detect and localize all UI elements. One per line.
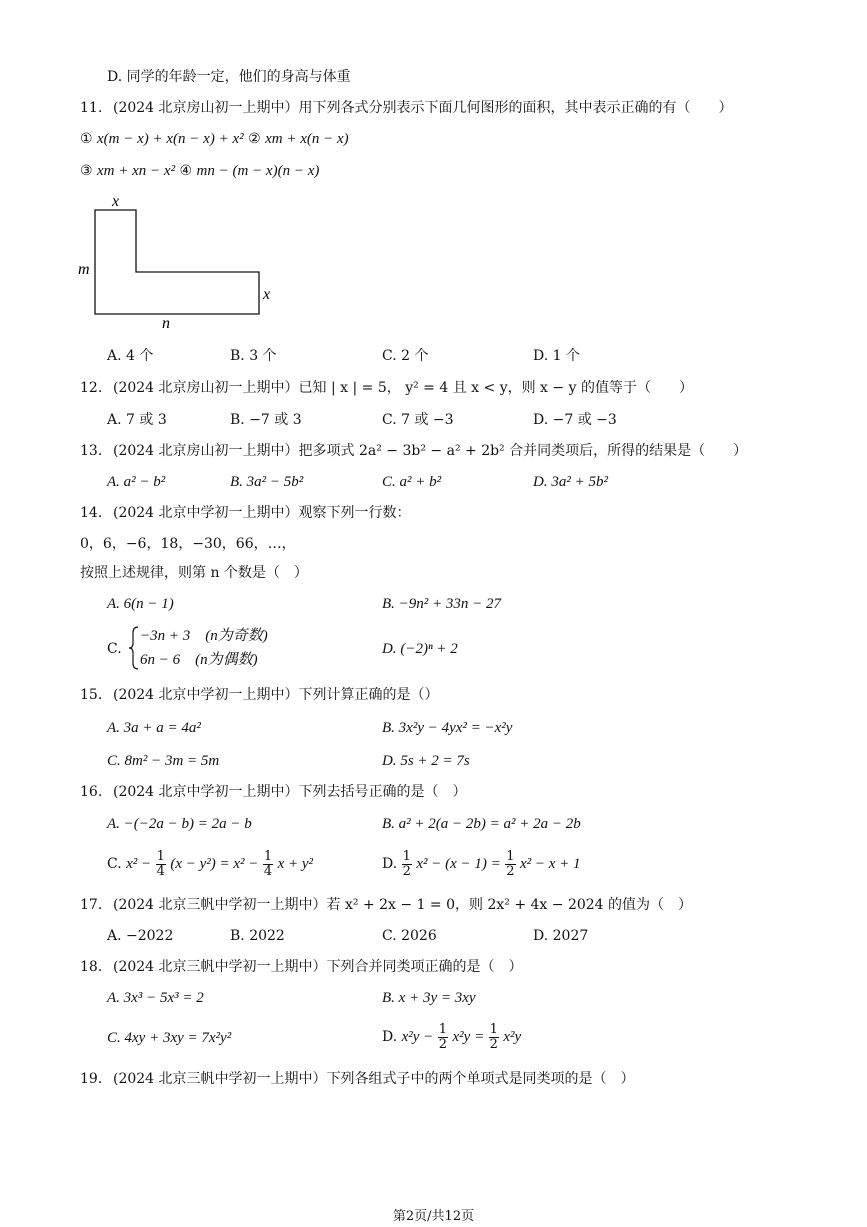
q18-number: 18. — [80, 959, 103, 975]
q15-option-b: B. 3x²y − 4yx² = −x²y — [382, 720, 513, 736]
q13-option-c: C. a² + b² — [382, 474, 442, 490]
q11-number: 11. — [80, 100, 103, 116]
q18-option-d-fraction2: $\frac{1}{2}$ — [489, 1021, 498, 1052]
q18-option-c: C. 4xy + 3xy = 7x²y² — [107, 1030, 232, 1046]
q14-option-c-label: C. — [107, 641, 122, 657]
q11-expression-2: xm + x(n − x) — [265, 131, 349, 147]
q16-option-c-fraction1: $\frac{1}{4}$ — [156, 848, 165, 879]
q18-option-d-fraction1: $\frac{1}{2}$ — [438, 1021, 448, 1052]
q19-number: 19. — [80, 1071, 103, 1087]
q16-number: 16. — [80, 784, 103, 800]
q15-option-a: A. 3a + a = 4a² — [107, 720, 201, 736]
page-footer: 第2页/共12页 — [392, 1209, 475, 1224]
figure-label-top: x — [112, 193, 120, 210]
q12-stem: (2024 北京房山初一上期中）已知 | x | = 5， y² = 4 且 x < y，则 x − y 的值等于（ ） — [113, 380, 693, 396]
q18-option-d — [382, 1021, 521, 1053]
q16-option-c-fraction2: $\frac{1}{4}$ — [263, 848, 273, 879]
q17-number: 17. — [80, 897, 103, 913]
q16-option-a: A. −(−2a − b) = 2a − b — [107, 816, 252, 832]
q16-option-c — [107, 848, 313, 880]
q18-option-d-part1: x²y − — [401, 1029, 434, 1045]
figure-label-right: x — [263, 286, 271, 303]
q16-option-d — [382, 848, 581, 880]
q18-option-d-part2: x²y = — [452, 1029, 485, 1045]
q17-option-b: B. 2022 — [230, 928, 285, 944]
q15-stem: (2024 北京中学初一上期中）下列计算正确的是（） — [113, 687, 439, 703]
q14-question: 按照上述规律，则第 n 个数是（ ） — [80, 565, 308, 581]
q17-option-d: D. 2027 — [533, 928, 589, 944]
q14-option-c-case2: 6n − 6 (n为偶数) — [140, 652, 258, 668]
q16-option-d-part2: x² − x + 1 — [519, 856, 581, 872]
q16-option-d-label: D. — [382, 856, 398, 872]
q15-option-d: D. 5s + 2 = 7s — [382, 753, 470, 769]
q11-expression-4: mn − (m − x)(n − x) — [196, 163, 320, 179]
q16-option-b: B. a² + 2(a − 2b) = a² + 2a − 2b — [382, 816, 581, 832]
q14-option-c-case1: −3n + 3 (n为奇数) — [140, 628, 268, 644]
figure-label-bottom: n — [162, 315, 170, 332]
q11-mark-4: ④ — [179, 163, 193, 179]
q16-stem: (2024 北京中学初一上期中）下列去括号正确的是（ ） — [113, 784, 467, 800]
q11-option-a: A. 4 个 — [107, 348, 154, 364]
q15-option-c: C. 8m² − 3m = 5m — [107, 753, 220, 769]
q10-option-d: D. 同学的年龄一定，他们的身高与体重 — [107, 69, 351, 85]
q11-mark-2: ② — [248, 131, 261, 147]
q15-number: 15. — [80, 687, 103, 703]
q12-option-b: B. −7 或 3 — [230, 412, 302, 428]
q16-option-d-part1: x² − (x − 1) = — [416, 856, 501, 872]
q13-option-a: A. a² − b² — [107, 474, 166, 490]
q17-option-c: C. 2026 — [382, 928, 437, 944]
q16-option-d-fraction2: $\frac{1}{2}$ — [506, 848, 515, 879]
q16-option-c-part3: x + y² — [277, 856, 314, 872]
q12-option-d: D. −7 或 −3 — [533, 412, 617, 428]
q14-number: 14. — [80, 505, 103, 521]
q17-stem: (2024 北京三帆中学初一上期中）若 x² + 2x − 1 = 0，则 2x² + 4x − 2024 的值为（ ） — [113, 897, 693, 913]
q11-expressions-row1 — [80, 130, 349, 148]
q18-stem: (2024 北京三帆中学初一上期中）下列合并同类项正确的是（ ） — [113, 959, 523, 975]
q13-number: 13. — [80, 443, 103, 459]
q16-option-c-part1: x² − — [126, 856, 152, 872]
l-shape-outline — [95, 210, 259, 314]
q18-option-d-label: D. — [382, 1029, 398, 1045]
q14-stem: (2024 北京中学初一上期中）观察下列一行数： — [113, 505, 411, 521]
q11-stem: (2024 北京房山初一上期中）用下列各式分别表示下面几何图形的面积，其中表示正确的有（ ） — [113, 100, 733, 116]
q11-expression-1: x(m − x) + x(n − x) + x² — [97, 131, 244, 147]
q14-option-b: B. −9n² + 33n − 27 — [382, 596, 502, 612]
q12-option-a: A. 7 或 3 — [107, 412, 167, 428]
q12-number: 12. — [80, 380, 103, 396]
q16-option-c-label: C. — [107, 856, 122, 872]
q18-option-a: A. 3x³ − 5x³ = 2 — [107, 990, 204, 1006]
q16-option-d-fraction1: $\frac{1}{2}$ — [402, 848, 411, 879]
q12-option-c: C. 7 或 −3 — [382, 412, 454, 428]
q11-mark-1: ① — [80, 131, 93, 147]
q11-l-shape-figure — [74, 190, 284, 335]
q16-option-c-part2: (x − y²) = x² − — [170, 856, 259, 872]
q19-stem: (2024 北京三帆中学初一上期中）下列各组式子中的两个单项式是同类项的是（ ） — [113, 1071, 635, 1087]
q11-expressions-row2 — [80, 162, 319, 180]
q13-option-d: D. 3a² + 5b² — [533, 474, 608, 490]
q18-option-b: B. x + 3y = 3xy — [382, 990, 476, 1006]
q11-option-c: C. 2 个 — [382, 348, 429, 364]
q14-option-c-brace — [128, 625, 140, 671]
q14-option-a: A. 6(n − 1) — [107, 596, 174, 612]
q17-option-a: A. −2022 — [107, 928, 174, 944]
q18-option-d-part3: x²y — [503, 1029, 522, 1045]
q11-option-b: B. 3 个 — [230, 348, 277, 364]
q13-stem: (2024 北京房山初一上期中）把多项式 2a² − 3b² − a² + 2b² 合并同类项后，所得的结果是（ ） — [113, 443, 748, 459]
q11-mark-3: ③ — [80, 163, 93, 179]
q14-option-d: D. (−2)ⁿ + 2 — [382, 641, 458, 657]
figure-label-left: m — [78, 261, 90, 278]
q14-sequence: 0，6，−6，18，−30，66，…， — [80, 536, 296, 552]
q11-expression-3: xm + xn − x² — [97, 163, 176, 179]
q11-option-d: D. 1 个 — [533, 348, 580, 364]
q13-option-b: B. 3a² − 5b² — [230, 474, 304, 490]
